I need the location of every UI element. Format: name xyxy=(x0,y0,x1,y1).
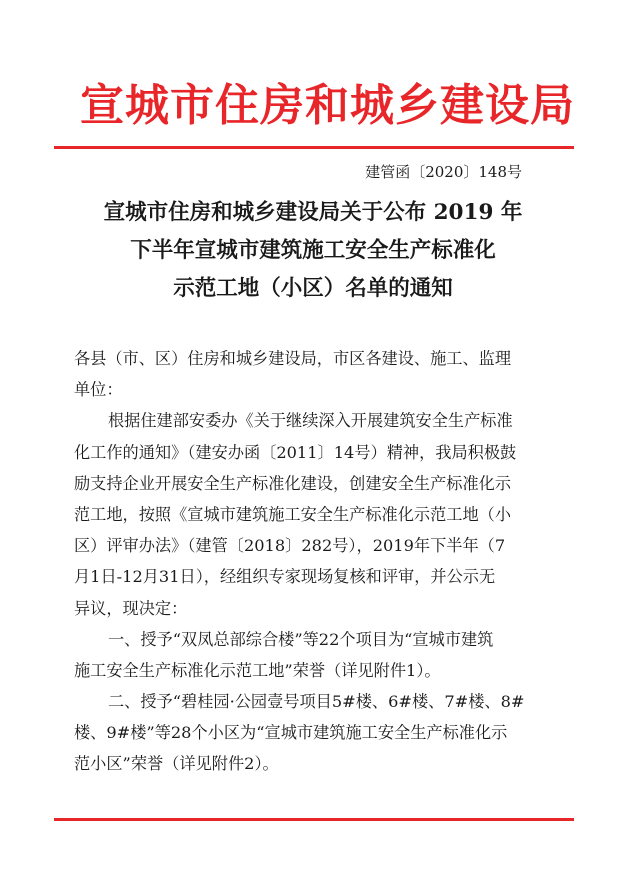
paragraph-line: 励支持企业开展安全生产标准化建设，创建安全生产标准化示 xyxy=(74,473,512,493)
masthead-red-rule xyxy=(54,146,574,149)
footer-red-rule xyxy=(54,818,574,821)
document-body xyxy=(74,343,554,780)
paragraph-line: 范工地，按照《宣城市建筑施工安全生产标准化示范工地（小 xyxy=(74,504,512,524)
decision-item-2-line: 二、授予“碧桂园·公园壹号项目5#楼、6#楼、7#楼、8# xyxy=(108,692,525,712)
document-number: 建管函〔2020〕148号 xyxy=(365,163,522,181)
decision-item-1-line: 施工安全生产标准化示范工地”荣誉（详见附件1）。 xyxy=(74,660,441,680)
title-line-2: 下半年宣城市建筑施工安全生产标准化 xyxy=(130,238,496,263)
issuer-masthead: 宣城市住房和城乡建设局 xyxy=(80,80,575,131)
addressee-line: 单位： xyxy=(74,380,123,400)
paragraph-line: 化工作的通知》（建安办函〔2011〕14号）精神，我局积极鼓 xyxy=(74,442,517,462)
paragraph-line: 异议，现决定： xyxy=(74,598,188,618)
paragraph-line: 区）评审办法》（建管〔2018〕282号），2019年下半年（7 xyxy=(74,536,506,556)
paragraph-line: 根据住建部安委办《关于继续深入开展建筑安全生产标准 xyxy=(108,411,513,431)
document-title xyxy=(60,194,566,308)
decision-item-1-line: 一、授予“双凤总部综合楼”等22个项目为“宣城市建筑 xyxy=(108,629,494,649)
paragraph-line: 月1日-12月31日），经组织专家现场复核和评审，并公示无 xyxy=(74,567,496,587)
decision-item-2-line: 楼、9#楼”等28个小区为“宣城市建筑施工安全生产标准化示 xyxy=(74,723,508,743)
title-line-1: 宣城市住房和城乡建设局关于公布 2019 年 xyxy=(103,200,523,225)
title-line-3: 示范工地（小区）名单的通知 xyxy=(173,276,453,301)
addressee-line: 各县（市、区）住房和城乡建设局，市区各建设、施工、监理 xyxy=(74,349,512,368)
decision-item-2-line: 范小区”荣誉（详见附件2）。 xyxy=(74,754,279,774)
